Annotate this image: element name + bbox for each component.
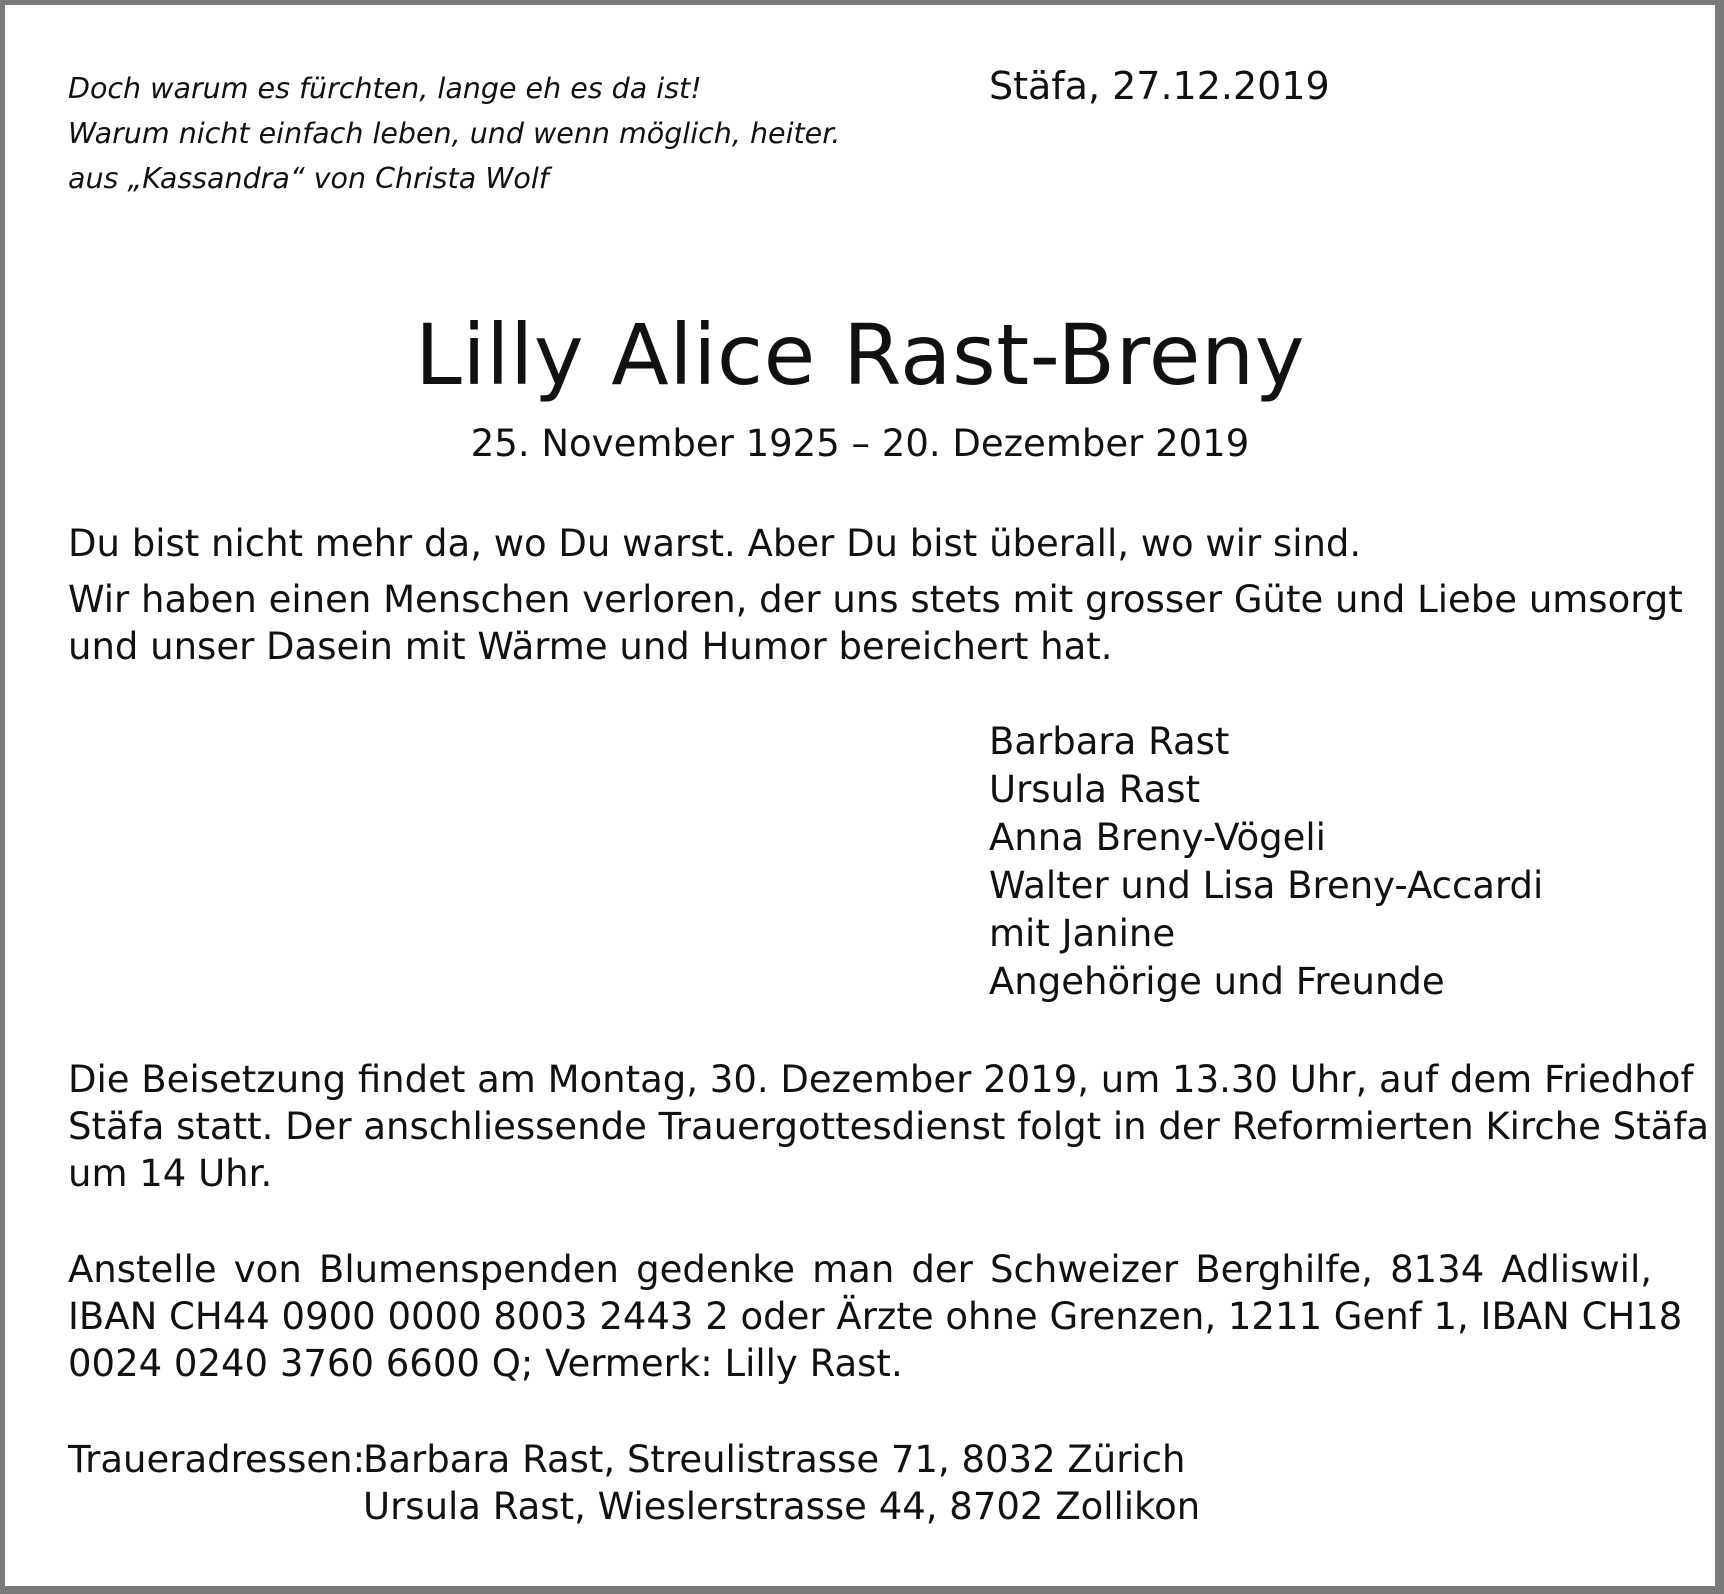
funeral-info [68,1056,1710,1197]
mourner-name: Ursula Rast [989,768,1201,811]
message-line: Du bist nicht mehr da, wo Du warst. Aber Du bist überall, wo wir sind. [68,522,1362,565]
mourner-name: Angehörige und Freunde [989,960,1445,1003]
mourners-list [989,718,1543,1006]
mourner-name: Barbara Rast [989,720,1230,763]
address-line: Ursula Rast, Wieslerstrasse 44, 8702 Zollikon [363,1485,1201,1528]
quote-line: Doch warum es fürchten, lange eh es da ist! [68,72,702,105]
addresses-label: Traueradressen: [68,1438,366,1481]
place-date: Stäfa, 27.12.2019 [989,64,1330,108]
quote-source: aus „Kassandra“ von Christa Wolf [68,162,549,195]
message-paragraph [68,576,1683,670]
mourner-name: mit Janine [989,912,1176,955]
life-dates: 25. November 1925 – 20. Dezember 2019 [470,422,1250,465]
obituary-notice [5,5,1715,1586]
funeral-line: Stäfa statt. Der anschliessende Trauergottesdienst folgt in der Reformierten Kirche Stäfa [68,1105,1710,1148]
funeral-line: um 14 Uhr. [68,1152,273,1195]
funeral-line: Die Beisetzung findet am Montag, 30. Dezember 2019, um 13.30 Uhr, auf dem Friedhof [68,1058,1694,1101]
message-line: und unser Dasein mit Wärme und Humor bereichert hat. [68,625,1113,668]
message-line: Wir haben einen Menschen verloren, der uns stets mit grosser Güte und Liebe umsorgt [68,578,1683,621]
address-line: Barbara Rast, Streulistrasse 71, 8032 Zürich [363,1438,1186,1481]
donation-info [68,1246,1683,1387]
mourner-name: Walter und Lisa Breny-Accardi [989,864,1544,907]
donation-line: IBAN CH44 0900 0000 8003 2443 2 oder Ärzte ohne Grenzen, 1211 Genf 1, IBAN CH18 [68,1295,1683,1338]
quote-line: Warum nicht einfach leben, und wenn möglich, heiter. [68,117,841,150]
deceased-name: Lilly Alice Rast-Breny [415,306,1305,404]
mourner-name: Anna Breny-Vögeli [989,816,1326,859]
donation-line: Anstelle von Blumenspenden gedenke man der Schweizer Berghilfe, 8134 Adliswil, [68,1248,1652,1291]
donation-line: 0024 0240 3760 6600 Q; Vermerk: Lilly Rast. [68,1342,903,1385]
